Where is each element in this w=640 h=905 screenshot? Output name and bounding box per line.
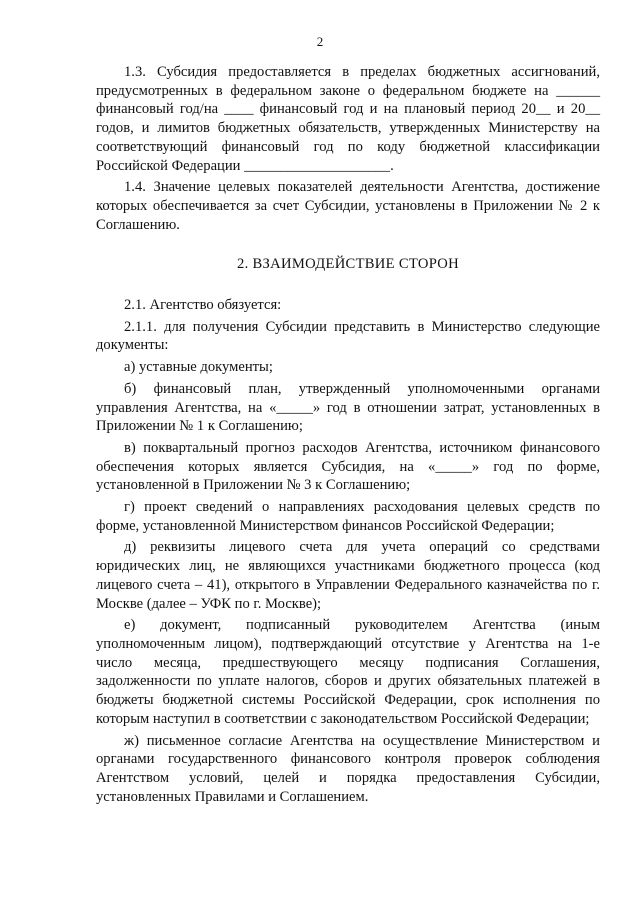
list-item-v: в) поквартальный прогноз расходов Агентства, источником финансового обеспечения которых является Субсидия, на «_____» год по форме, установленной в Приложении № 3 к Соглашению; xyxy=(96,439,600,494)
list-item-d: д) реквизиты лицевого счета для учета операций со средствами юридических лиц, не являющихся участниками бюджетного процесса (код лицевого счета – 41), открытого в Управлении Федерального казначейства по г. Москве (далее – УФК по г. Москве); xyxy=(96,539,600,612)
list-item-e: е) документ, подписанный руководителем Агентства (иным уполномоченным лицом), подтверждающий отсутствие у Агентства на 1-е число месяца, предшествующего месяцу подписания Соглашения, задолженности по уплате налогов, сборов и других обязательных платежей в бюджеты бюджетной системы Российской Федерации, срок исполнения по которым наступил в соответствии с законодательством Российской Федерации; xyxy=(96,617,600,727)
paragraph-2-1: 2.1. Агентство обязуется: xyxy=(124,297,282,314)
section-heading: 2. ВЗАИМОДЕЙСТВИЕ СТОРОН xyxy=(237,256,459,273)
document-body xyxy=(96,63,600,806)
page-number: 2 xyxy=(316,34,324,49)
list-item-g: г) проект сведений о направлениях расходования целевых средств по форме, установленной Министерством финансов Российской Федерации; xyxy=(96,499,600,534)
paragraph-2-1-1: 2.1.1. для получения Субсидии представить в Министерство следующие документы: xyxy=(96,318,600,354)
list-item-b: б) финансовый план, утвержденный уполномоченными органами управления Агентства, на «_____» год в отношении затрат, установленных в Приложении № 1 к Соглашению; xyxy=(96,380,600,435)
paragraph-1-4: 1.4. Значение целевых показателей деятельности Агентства, достижение которых обеспечивается за счет Субсидии, установлены в Приложении № 2 к Соглашению. xyxy=(96,179,600,233)
list-item-a: а) уставные документы; xyxy=(124,359,273,376)
paragraph-1-3: 1.3. Субсидия предоставляется в пределах бюджетных ассигнований, предусмотренных в федеральном законе о федеральном бюджете на ______ финансовый год/на ____ финансовый год и на плановый период 20__ и 20__ годов, и лимитов бюджетных обязательств, утвержденных Министерству на соответствующий финансовый год по коду бюджетной классификации Российской Федерации ____________________. xyxy=(96,64,600,174)
list-item-zh: ж) письменное согласие Агентства на осуществление Министерством и органами государственного финансового контроля проверок соблюдения Агентством условий, целей и порядка предоставления Субсидии, установленных Правилами и Соглашением. xyxy=(96,732,600,805)
